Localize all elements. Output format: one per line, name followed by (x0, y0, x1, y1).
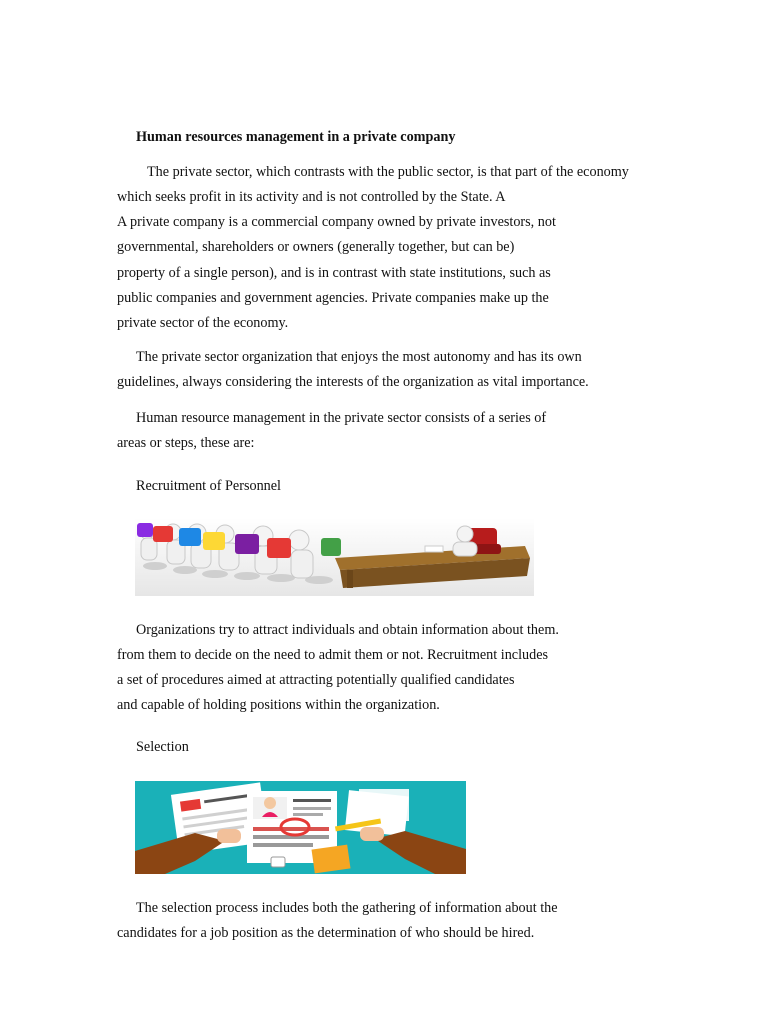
paragraph-line: a set of procedures aimed at attracting potentially qualified candidates (117, 672, 515, 688)
section-heading-selection: Selection (136, 739, 189, 755)
document-title: Human resources management in a private company (136, 129, 456, 145)
paragraph-line: guidelines, always considering the interests of the organization as vital importance. (117, 374, 589, 390)
section-heading-recruitment: Recruitment of Personnel (136, 478, 281, 494)
paragraph-line: The private sector, which contrasts with the public sector, is that part of the economy (147, 164, 629, 180)
paragraph-line: which seeks profit in its activity and is not controlled by the State. A (117, 189, 506, 205)
paragraph-line: Organizations try to attract individuals and obtain information about them. (136, 622, 559, 638)
paragraph-line: governmental, shareholders or owners (generally together, but can be) (117, 239, 515, 255)
paragraph-line: A private company is a commercial company owned by private investors, not (117, 214, 556, 230)
selection-illustration (135, 781, 466, 874)
paragraph-line: The selection process includes both the gathering of information about the (136, 900, 558, 916)
paragraph-line: The private sector organization that enjoys the most autonomy and has its own (136, 349, 582, 365)
paragraph-line: candidates for a job position as the determination of who should be hired. (117, 925, 535, 941)
paragraph-line: property of a single person), and is in contrast with state institutions, such as (117, 265, 551, 281)
paragraph-line: areas or steps, these are: (117, 435, 255, 451)
recruitment-illustration (135, 518, 534, 596)
paragraph-line: public companies and government agencies. Private companies make up the (117, 290, 549, 306)
paragraph-line: Human resource management in the private sector consists of a series of (136, 410, 547, 426)
paragraph-line: and capable of holding positions within the organization. (117, 697, 440, 713)
paragraph-line: private sector of the economy. (117, 315, 289, 331)
paragraph-line: from them to decide on the need to admit them or not. Recruitment includes (117, 647, 549, 663)
